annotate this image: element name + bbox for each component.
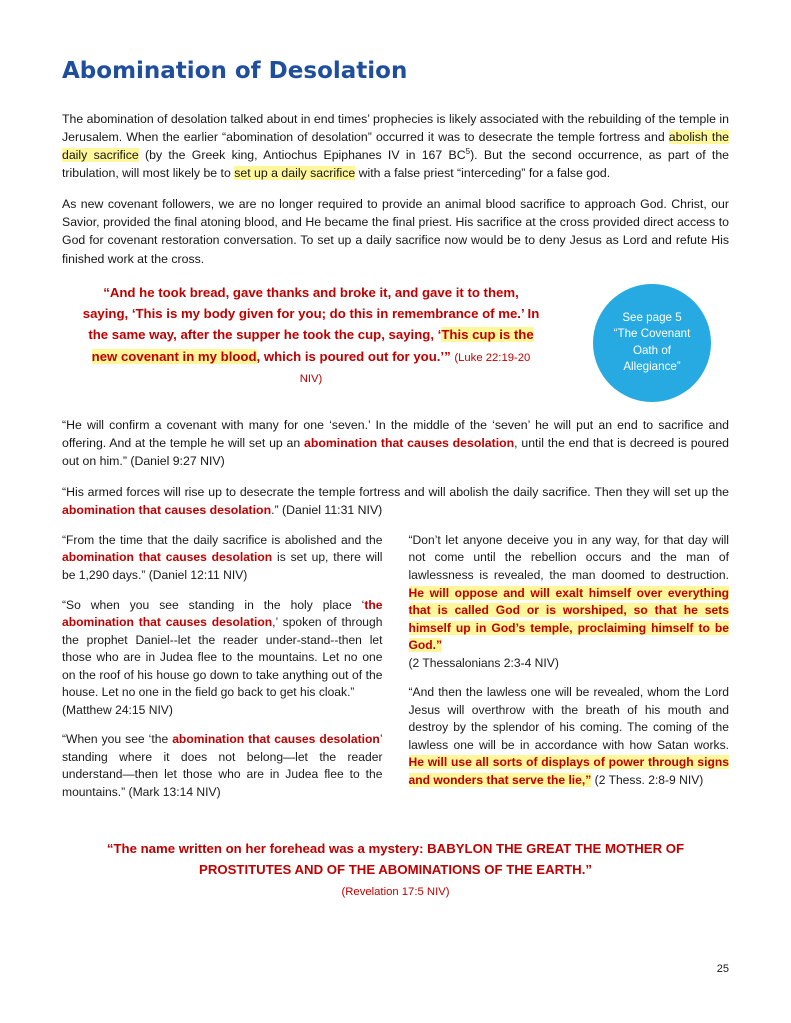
right-column: [409, 532, 730, 813]
feature-quote-part1: “And he took bread, gave thanks and broke it, and gave it to them, saying, ‘This is my body given for you; do this in remembrance of me.’ In the same way, after the supper he took the cup, saying, ‘: [82, 284, 540, 343]
right-col-0-a: “Don’t let anyone deceive you in any way, for that day will not come until the rebellion occurs and the man of lawlessness is revealed, the man doomed to destruction.: [408, 532, 729, 582]
right-column-item: [409, 684, 730, 789]
highlight-set-up-daily-sacrifice: set up a daily sacrifice: [234, 166, 356, 181]
feature-quote-highlight: This cup is the new covenant in my blood: [91, 327, 534, 364]
left-col-0-a: “From the time that the daily sacrifice is abolished and the: [62, 532, 383, 547]
page-title: Abomination of Desolation: [62, 58, 408, 84]
circle-callout-line3: Oath of: [632, 343, 671, 357]
left-column-item: [62, 731, 383, 801]
feature-quote-part3: , which is poured out for you.’”: [256, 348, 455, 364]
left-col-1-b: ,’ spoken of through the prophet Daniel--let the reader under-stand--then let those who are in Judea flee to the mountains. Let no one on the roof of his house go down to take anything out of the house. Let no one in the field go back to get his cloak.”: [62, 615, 383, 700]
daniel-9-27-text-a: “He will confirm a covenant with many for one ‘seven.’ In the middle of the ‘seven’ he will put an end to sacrifice and offering. And at the temple he will set up an: [62, 417, 729, 450]
paragraph-new-covenant: As new covenant followers, we are no longer required to provide an animal blood sacrifice to approach God. Christ, our Savior, provided the final atoning blood, and He became the final priest. His sacrifice at the cross provided direct access to God for covenant restoration conversation. To set up a daily sacrifice now would be to deny Jesus as Lord and refute His finished work at the cross.: [62, 197, 729, 266]
right-column-item: [409, 532, 730, 672]
daniel-11-31-text-a: “His armed forces will rise up to desecrate the temple fortress and will abolish the daily sacrifice. Then they will set up the: [62, 484, 729, 499]
left-col-2-a: “When you see ‘the: [62, 732, 173, 747]
right-col-0-reference: (2 Thessalonians 2:3-4 NIV): [408, 655, 559, 670]
right-col-0-highlight: He will oppose and will exalt himself over everything that is called God or is worshiped, so that he sets himself up in God’s temple, proclaiming himself to be God.”: [408, 585, 729, 653]
daniel-9-27-text-b: , until the end that is decreed is poured out on him.” (Daniel 9:27 NIV): [62, 435, 729, 468]
closing-quote-reference: (Revelation 17:5 NIV): [341, 886, 450, 899]
scripture-daniel-11-31: [62, 483, 729, 519]
right-col-1-highlight: He will use all sorts of displays of power through signs and wonders that serve the lie,”: [408, 755, 729, 787]
left-column-item: [62, 597, 383, 720]
page-number: 25: [716, 963, 729, 975]
paragraph-intro-text-d: with a false priest “interceding” for a false god.: [355, 166, 611, 181]
footnote-marker-5: 5: [465, 147, 471, 157]
two-column-section: [62, 532, 729, 813]
left-col-2-emphasis: abomination that causes desolation: [172, 732, 380, 747]
paragraph-intro-text-c: ). But the second occurrence, as part of the tribulation, will most likely be to: [62, 148, 730, 181]
circle-callout-line1: See page 5: [622, 310, 682, 324]
left-col-0-emphasis: abomination that causes desolation: [62, 550, 273, 565]
left-column: [62, 532, 383, 813]
left-col-1-reference: (Matthew 24:15 NIV): [62, 702, 173, 717]
circle-callout: [593, 284, 711, 402]
paragraph-intro: [62, 110, 729, 182]
daniel-9-27-emphasis: abomination that causes desolation: [303, 435, 515, 450]
left-col-2-b: ’ standing where it does not belong—let the reader understand—then let those who are in Judea flee to the mountains.” (Mark 13:14 NIV): [62, 732, 383, 799]
paragraph-intro-text-b: (by the Greek king, Antiochus Epiphanes IV in 167 BC: [138, 148, 466, 163]
feature-quote: [62, 282, 542, 389]
circle-callout-line2: “The Covenant: [613, 327, 691, 341]
paragraph-intro-text-a: The abomination of desolation talked about in end times’ prophecies is likely associated with the rebuilding of the temple in Jerusalem. When the earlier “abomination of desolation” occurred it was to desecrate the temple fortress and: [62, 112, 729, 145]
closing-quote-text: “The name written on her forehead was a mystery: BABYLON THE GREAT THE MOTHER OF PROSTITUTES AND OF THE ABOMINATIONS OF THE EARTH.”: [106, 841, 685, 877]
feature-quote-row: [62, 282, 729, 404]
left-col-1-a: “So when you see standing in the holy place ‘: [62, 597, 365, 612]
daniel-11-31-text-b: .” (Daniel 11:31 NIV): [271, 502, 383, 517]
right-col-1-a: “And then the lawless one will be revealed, whom the Lord Jesus will overthrow with the breath of his mouth and destroy by the splendor of his coming. The coming of the lawless one will be in accordance with how Satan works.: [408, 685, 729, 752]
highlight-abolish-daily-sacrifice: abolish the daily sacrifice: [62, 130, 729, 163]
closing-quote: [62, 839, 729, 901]
feature-quote-reference: (Luke 22:19-20 NIV): [299, 351, 531, 386]
left-col-1-emphasis: the abomination that causes desolation: [62, 597, 383, 630]
circle-callout-line4: Allegiance”: [623, 360, 681, 374]
scripture-daniel-9-27: [62, 416, 729, 470]
left-col-0-b: is set up, there will be 1,290 days.” (Daniel 12:11 NIV): [62, 550, 383, 582]
left-column-item: [62, 532, 383, 585]
right-col-1-b: (2 Thess. 2:8-9 NIV): [591, 772, 704, 787]
daniel-11-31-emphasis: abomination that causes desolation: [62, 502, 272, 517]
